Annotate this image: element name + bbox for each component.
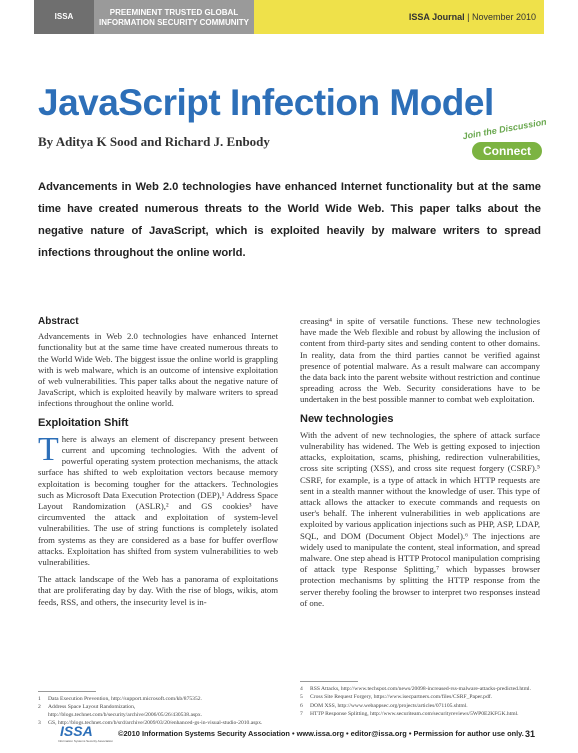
journal-date: November 2010: [471, 12, 536, 22]
footnote-link[interactable]: Address Space Layout Randomization, http://blogs.technet.com/b/security/archive/2006/05/26/430538.aspx.: [48, 704, 203, 718]
footnote: 2 Address Space Layout Randomization, http://blogs.technet.com/b/security/archive/2006/05/26/430538.aspx.: [38, 704, 278, 719]
exploitation-heading: Exploitation Shift: [38, 416, 129, 429]
footnote-link[interactable]: DOM XSS, http://www.webappsec.org/projects/articles/071105.shtml.: [310, 702, 468, 709]
footnote-link[interactable]: Data Execution Prevention, http://support.microsoft.com/kb/875352.: [48, 696, 202, 702]
drop-cap: T: [38, 430, 59, 468]
top-bar: [0, 0, 578, 34]
journal-name: ISSA Journal: [408, 12, 465, 22]
banner-line-2: INFORMATION SECURITY COMMUNITY: [99, 18, 249, 27]
footnote: 3 GS, http://blogs.technet.com/b/srd/archive/2009/03/20/enhanced-gs-in-visual-studio-2010.aspx.: [38, 720, 263, 727]
footnote-link[interactable]: HTTP Response Splitting, http://www.securiteam.com/securityreviews/5WP0E2KFGK.html.: [310, 711, 519, 718]
right-column: [300, 316, 540, 615]
journal-info: [409, 12, 536, 22]
join-discussion-label: Join the Discussion: [461, 116, 548, 142]
footnote-link[interactable]: Cross Site Request Forgery, https://www.isecpartners.com/files/CSRF_Paper.pdf.: [310, 694, 493, 701]
article-authors: By Aditya K Sood and Richard J. Enbody: [38, 134, 270, 149]
exploitation-paragraph-1-text: here is always an element of discrepancy present between current and upcoming technologies. With the advent of powerful operating system protection mechanisms, the attack surface has shifted to web exploitation vectors because memory exploitation is becoming tougher for the attackers. Technologies such as Microsoft Data Execution Protection (DEP),¹ Address Space Layout Randomization (ASLR),² and GS cookies³ have circumvented the attack and exploitation of system-level vulnerabilities. The use of string functions is completely isolated from systems as they are considered as a base for buffer overflow attacks. Exploitation has shifted from system vulnerabilities to web vulnerabilities.: [38, 433, 278, 568]
footnote-rule-right: [300, 681, 358, 682]
footnote: 5 Cross Site Request Forgery, https://www.isecpartners.com/files/CSRF_Paper.pdf.: [300, 694, 493, 701]
exploitation-paragraph-1: [38, 430, 278, 568]
connect-button[interactable]: Connect: [472, 142, 542, 160]
footnotes-right: [300, 686, 540, 720]
left-column: [38, 316, 278, 614]
footnote-link[interactable]: RSS Attacks, http://www.techspot.com/news/20098-increased-rss-malware-attacks-predicted.html.: [310, 686, 532, 692]
banner-line-1: PREEMINENT TRUSTED GLOBAL: [109, 8, 239, 17]
right-paragraph-1: creasing⁴ in spite of versatile functions. These new technologies have made the Web flexible and robust by allowing the inclusion of content from third-party sites and sending content to other domains. In reality, data from the third parties cannot be verified against presence of potential malware. As a result malware can accompany the data back into the parent website without restriction and continue spreading across the Web. Security considerations have to be undertaken in the best possible manner to combat web exploitation.: [300, 316, 540, 405]
new-technologies-heading: New technologies: [300, 412, 394, 425]
issa-logo: ISSA: [60, 723, 93, 739]
right-paragraph-2: With the advent of new technologies, the sphere of attack surface vulnerability has widened. The Web is getting exposed to injection attacks, exploitation, scams, phishing, redirection vulnerabilities, cross site scripting (XSS), and cross site request forgery (CSRF).⁵ CSRF, for example, is a type of attack in which HTTP requests are sent in a stealth manner without the knowledge of user. This type of attack allows the attacker to execute commands and requests on user's behalf. The inherent vulnerabilities in web applications are exploited by various application injections such as PHP, ASP, LDAP, SQL, and DOM (Document Object Model).⁶ The injections are widely used to manipulate the content, steal information, and spread malware. One step ahead is HTTP Protocol manipulation comprising of attack type Response Splitting,⁷ which bypasses browser protection mechanisms by splitting the HTTP response from the server thereby fooling the browser to interpret two responses instead of one.: [300, 429, 540, 608]
journal-separator: |: [464, 12, 472, 22]
footnote-link[interactable]: GS, http://blogs.technet.com/b/srd/archive/2009/03/20/enhanced-gs-in-visual-studio-2010.aspx.: [48, 720, 263, 727]
abstract-heading: Abstract: [38, 316, 79, 327]
issa-tab: ISSA: [34, 0, 94, 34]
footnote: 6 DOM XSS, http://www.webappsec.org/projects/articles/071105.shtml.: [300, 702, 468, 709]
issa-logo-subtitle: Information Systems Security Association: [58, 739, 114, 743]
community-banner: [94, 0, 254, 34]
article-title: JavaScript Infection Model: [38, 82, 494, 123]
footnote: 4 RSS Attacks, http://www.techspot.com/news/20098-increased-rss-malware-attacks-predicted.html.: [300, 686, 532, 692]
footnote-rule-left: [38, 691, 96, 692]
exploitation-paragraph-2: The attack landscape of the Web has a panorama of exploitations that are proliferating day by day. With the rise of blogs, wikis, atom feeds, RSS, and others, the insecurity level is in-: [38, 574, 278, 607]
footnote: 1 Data Execution Prevention, http://support.microsoft.com/kb/875352.: [38, 696, 202, 702]
abstract-text: Advancements in Web 2.0 technologies have enhanced Internet functionality but at the same time have created numerous threats to the World Wide Web. The biggest issue the online world is grappling with is web malware, which is an outcome of intensive exploitation of web vulnerabilities. This paper talks about the negative nature of JavaScript, which is exploited heavily by malware writers to spread infections throughout the online world.: [38, 331, 278, 409]
page-number: 31: [525, 729, 536, 739]
footnote: 7 HTTP Response Splitting, http://www.securiteam.com/securityreviews/5WP0E2KFGK.html.: [300, 711, 519, 718]
journal-bar: [254, 0, 544, 34]
lead-paragraph: Advancements in Web 2.0 technologies have enhanced Internet functionality but at the same time have created numerous threats to the World Wide Web. This paper talks about the negative nature of JavaScript, which is exploited heavily by malware writers to spread infections throughout the online world.: [38, 181, 541, 259]
footer-copyright: ©2010 Information Systems Security Association • www.issa.org • editor@issa.org • Permission for author use only.: [118, 729, 524, 738]
